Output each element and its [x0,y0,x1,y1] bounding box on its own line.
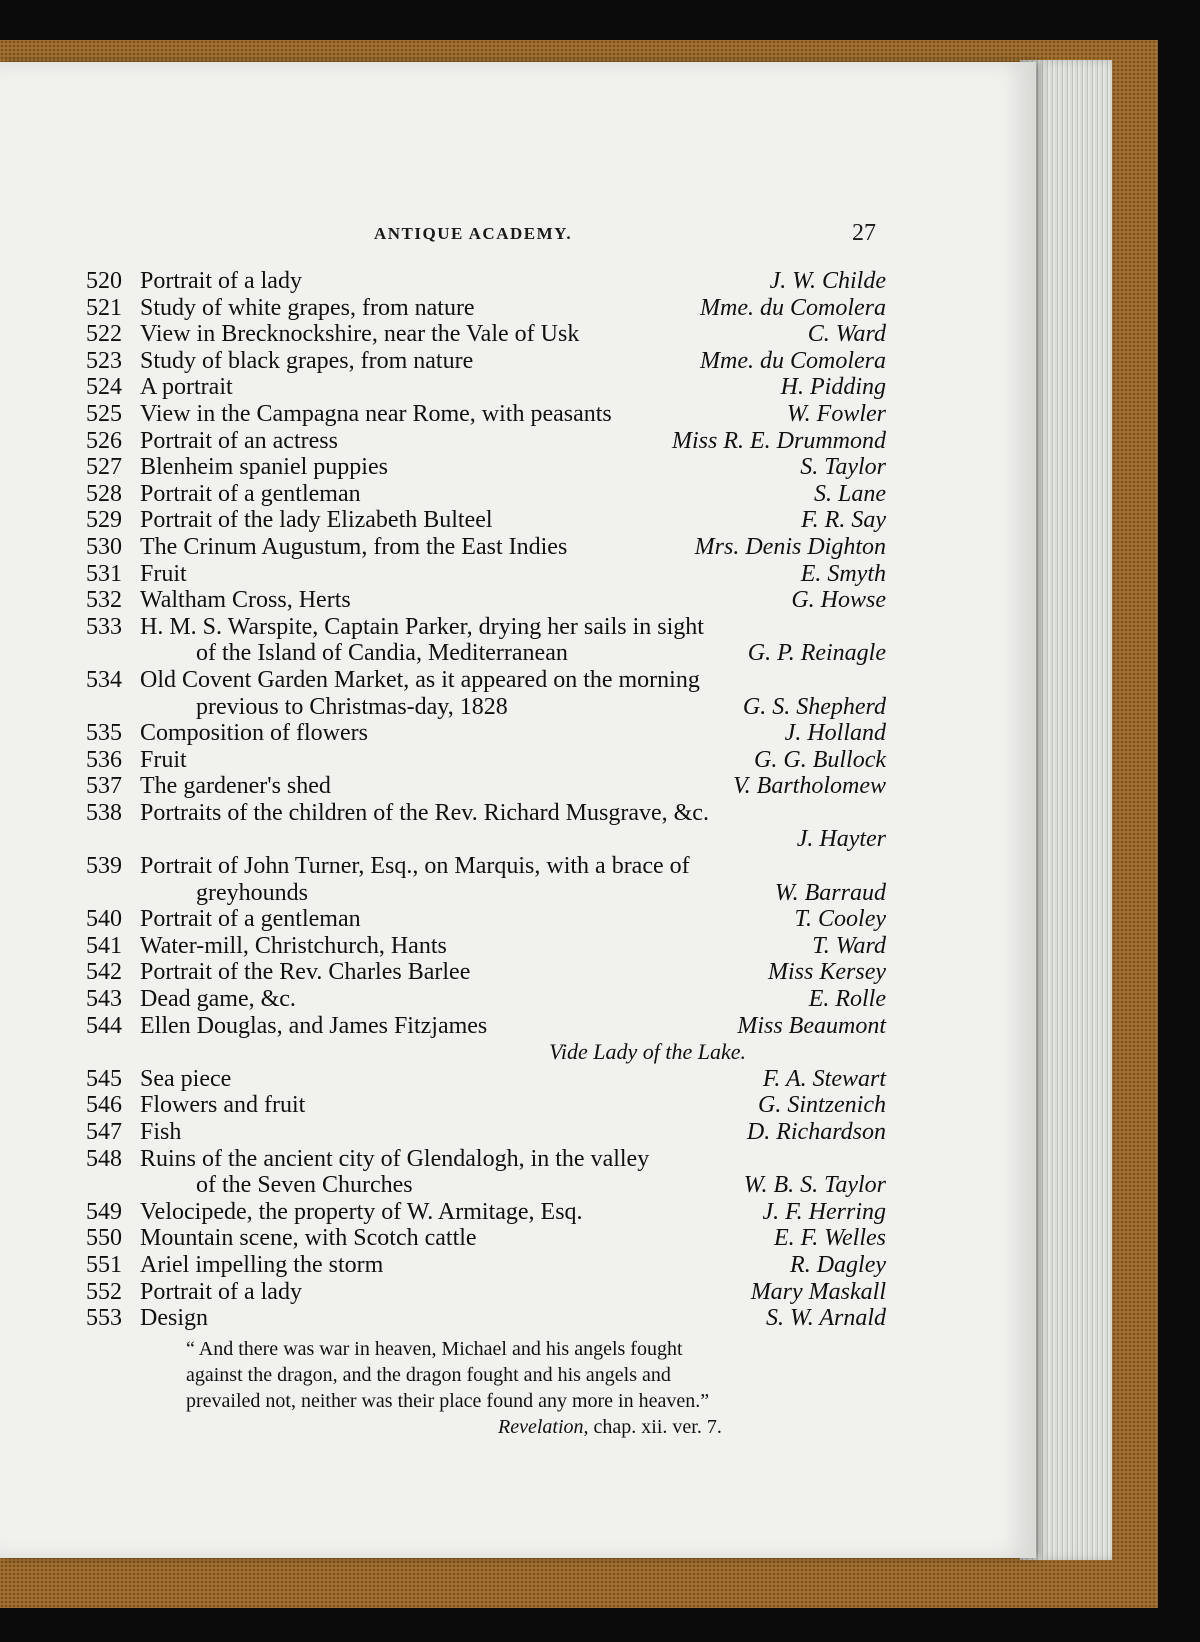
entry-title-continued: of the Seven Churches [196,1172,413,1199]
entry-title: View in the Campagna near Rome, with peasants [140,400,612,427]
catalogue-entry [86,1013,886,1040]
entry-artist: G. G. Bullock [754,746,886,773]
entry-title: Waltham Cross, Herts [140,587,351,614]
catalogue-entry [86,587,886,614]
entry-title: Portraits of the children of the Rev. Richard Musgrave, &c. [140,799,709,826]
entry-number: 547 [86,1119,122,1145]
entry-artist: G. Sintzenich [758,1092,886,1119]
entry-title: Water-mill, Christchurch, Hants [140,932,447,959]
catalogue-entry [86,374,886,401]
catalogue-entry [86,295,886,322]
catalogue-entry [86,1252,886,1279]
entry-title: Portrait of a lady [140,1278,302,1305]
entry-number: 531 [86,560,122,587]
entry-number: 524 [86,374,122,401]
catalogue-entry [86,321,886,348]
entry-title: Ellen Douglas, and James Fitzjames [140,1012,488,1039]
entry-title: Ruins of the ancient city of Glendalogh, in the valley [140,1145,650,1172]
catalogue-entry-continued [86,694,886,721]
catalogue-entry [86,800,886,827]
entry-artist: W. Barraud [774,879,886,906]
entry-title: Old Covent Garden Market, as it appeared on the morning [140,666,700,693]
entry-artist: S. Taylor [800,454,886,481]
catalogue-entry [86,348,886,375]
entry-title: Study of white grapes, from nature [140,294,475,321]
entry-artist: Miss Beaumont [737,1012,886,1039]
catalogue-entry-continued [86,880,886,907]
entry-title: Flowers and fruit [140,1092,306,1119]
entry-artist: Miss R. E. Drummond [672,427,886,454]
entry-number: 542 [86,959,122,986]
entry-artist: Mary Maskall [750,1278,886,1305]
catalogue-entry [86,1066,886,1093]
quote-source-book: Revelation, [498,1416,589,1438]
catalogue-entry [86,1092,886,1119]
entry-title: Sea piece [140,1065,232,1092]
quote-line: against the dragon, and the dragon fought and his angels and [186,1364,671,1386]
catalogue-list [86,268,886,1332]
quote-line: “ And there was war in heaven, Michael and his angels fought [186,1338,683,1360]
entry-number: 552 [86,1278,122,1305]
entry-title: Dead game, &c. [140,986,296,1013]
entry-number: 537 [86,773,122,800]
entry-artist: E. Rolle [808,986,886,1013]
entry-number: 535 [86,720,122,747]
entry-number: 553 [86,1305,122,1332]
catalogue-entry [86,1279,886,1306]
entry-title-continued: previous to Christmas-day, 1828 [196,693,508,720]
catalogue-entry [86,561,886,588]
entry-title: Design [140,1305,208,1332]
entry-number: 538 [86,799,122,826]
entry-title: Composition of flowers [140,720,368,747]
catalogue-entry-continued [86,826,886,853]
entry-number: 536 [86,746,122,773]
entry-number: 522 [86,321,122,348]
page-number: 27 [852,220,876,246]
entry-artist: H. Pidding [780,374,886,401]
entry-number: 540 [86,906,122,933]
entry-number: 544 [86,1012,122,1039]
entry-number: 533 [86,613,122,640]
catalogue-entry [86,614,886,641]
quote-source-ref: chap. xii. ver. 7. [593,1416,722,1438]
entry-number: 551 [86,1251,122,1278]
entry-artist: D. Richardson [746,1119,886,1145]
entry-number: 545 [86,1065,122,1092]
entry-number: 543 [86,986,122,1013]
entry-number: 523 [86,347,122,374]
catalogue-entry [86,1199,886,1226]
catalogue-entry [86,906,886,933]
catalogue-entry [86,933,886,960]
catalogue-entry [86,1225,886,1252]
entry-title: Study of black grapes, from nature [140,347,474,374]
entry-artist: Mrs. Denis Dighton [694,533,886,560]
quote-line: prevailed not, neither was their place found any more in heaven.” [186,1390,710,1412]
catalogue-entry [86,454,886,481]
catalogue-entry [86,428,886,455]
entry-artist: E. Smyth [800,560,886,587]
entry-number: 548 [86,1145,122,1172]
scripture-quote [186,1336,826,1440]
entry-artist: G. P. Reinagle [747,640,886,667]
entry-artist: V. Bartholomew [733,773,886,800]
entry-title: Ariel impelling the storm [140,1251,384,1278]
entry-artist: Mme. du Comolera [700,294,886,321]
entry-artist: T. Ward [812,932,886,959]
entry-note: Vide Lady of the Lake. [549,1039,746,1065]
entry-title: Portrait of the lady Elizabeth Bulteel [140,507,493,534]
catalogue-entry-continued [86,640,886,667]
entry-title: Portrait of a gentleman [140,480,361,507]
entry-title: Fruit [140,746,187,773]
entry-title: Fruit [140,560,187,587]
entry-artist: Miss Kersey [768,959,886,986]
catalogue-entry [86,1146,886,1173]
entry-title: A portrait [140,374,233,401]
entry-artist: E. F. Welles [774,1225,886,1252]
entry-artist: S. W. Arnald [765,1305,886,1332]
catalogue-entry [86,481,886,508]
entry-number: 550 [86,1225,122,1252]
entry-artist: J. Hayter [796,826,886,853]
entry-title: H. M. S. Warspite, Captain Parker, drying her sails in sight [140,613,704,640]
entry-title: The Crinum Augustum, from the East Indies [140,533,568,560]
catalogue-entry [86,959,886,986]
entry-title: Portrait of a lady [140,268,302,294]
catalogue-entry [86,268,886,295]
entry-artist: C. Ward [807,321,886,348]
entry-artist: G. Howse [791,587,886,614]
running-title: ANTIQUE ACADEMY. [374,224,573,243]
entry-title: Mountain scene, with Scotch cattle [140,1225,477,1252]
entry-number: 541 [86,932,122,959]
entry-artist: W. B. S. Taylor [743,1172,886,1199]
entry-artist: W. Fowler [786,400,886,427]
entry-artist: F. A. Stewart [762,1065,886,1092]
entry-number: 534 [86,666,122,693]
running-header [0,222,1200,252]
catalogue-entry [86,773,886,800]
entry-title: Portrait of an actress [140,427,338,454]
entry-number: 532 [86,587,122,614]
entry-title-continued: greyhounds [196,879,308,906]
entry-title: View in Brecknockshire, near the Vale of Usk [140,321,580,348]
catalogue-entry [86,401,886,428]
entry-artist: S. Lane [814,480,886,507]
entry-artist: J. Holland [784,720,886,747]
entry-title: Fish [140,1119,182,1145]
entry-title: Blenheim spaniel puppies [140,454,388,481]
catalogue-entry [86,1119,886,1146]
entry-number: 525 [86,400,122,427]
entry-title: Portrait of John Turner, Esq., on Marquis, with a brace of [140,853,690,880]
catalogue-entry-continued [86,1172,886,1199]
entry-artist: T. Cooley [794,906,886,933]
catalogue-entry [86,1305,886,1332]
entry-number: 539 [86,853,122,880]
catalogue-entry [86,507,886,534]
entry-artist: G. S. Shepherd [742,693,886,720]
entry-title: The gardener's shed [140,773,331,800]
catalogue-entry [86,986,886,1013]
catalogue-entry [86,534,886,561]
entry-number: 520 [86,268,122,294]
entry-note-line [86,1039,886,1066]
entry-number: 549 [86,1198,122,1225]
entry-number: 527 [86,454,122,481]
entry-artist: J. F. Herring [762,1198,886,1225]
quote-source [186,1414,826,1440]
entry-artist: R. Dagley [790,1251,886,1278]
entry-number: 528 [86,480,122,507]
entry-title: Portrait of a gentleman [140,906,361,933]
entry-number: 546 [86,1092,122,1119]
catalogue-entry [86,853,886,880]
entry-number: 526 [86,427,122,454]
entry-artist: F. R. Say [801,507,886,534]
catalogue-entry [86,720,886,747]
entry-number: 530 [86,533,122,560]
entry-artist: Mme. du Comolera [700,347,886,374]
entry-title: Portrait of the Rev. Charles Barlee [140,959,471,986]
entry-number: 529 [86,507,122,534]
entry-number: 521 [86,294,122,321]
entry-artist: J. W. Childe [769,268,886,294]
catalogue-entry [86,747,886,774]
entry-title-continued: of the Island of Candia, Mediterranean [196,640,568,667]
entry-title: Velocipede, the property of W. Armitage, Esq. [140,1198,583,1225]
catalogue-entry [86,667,886,694]
